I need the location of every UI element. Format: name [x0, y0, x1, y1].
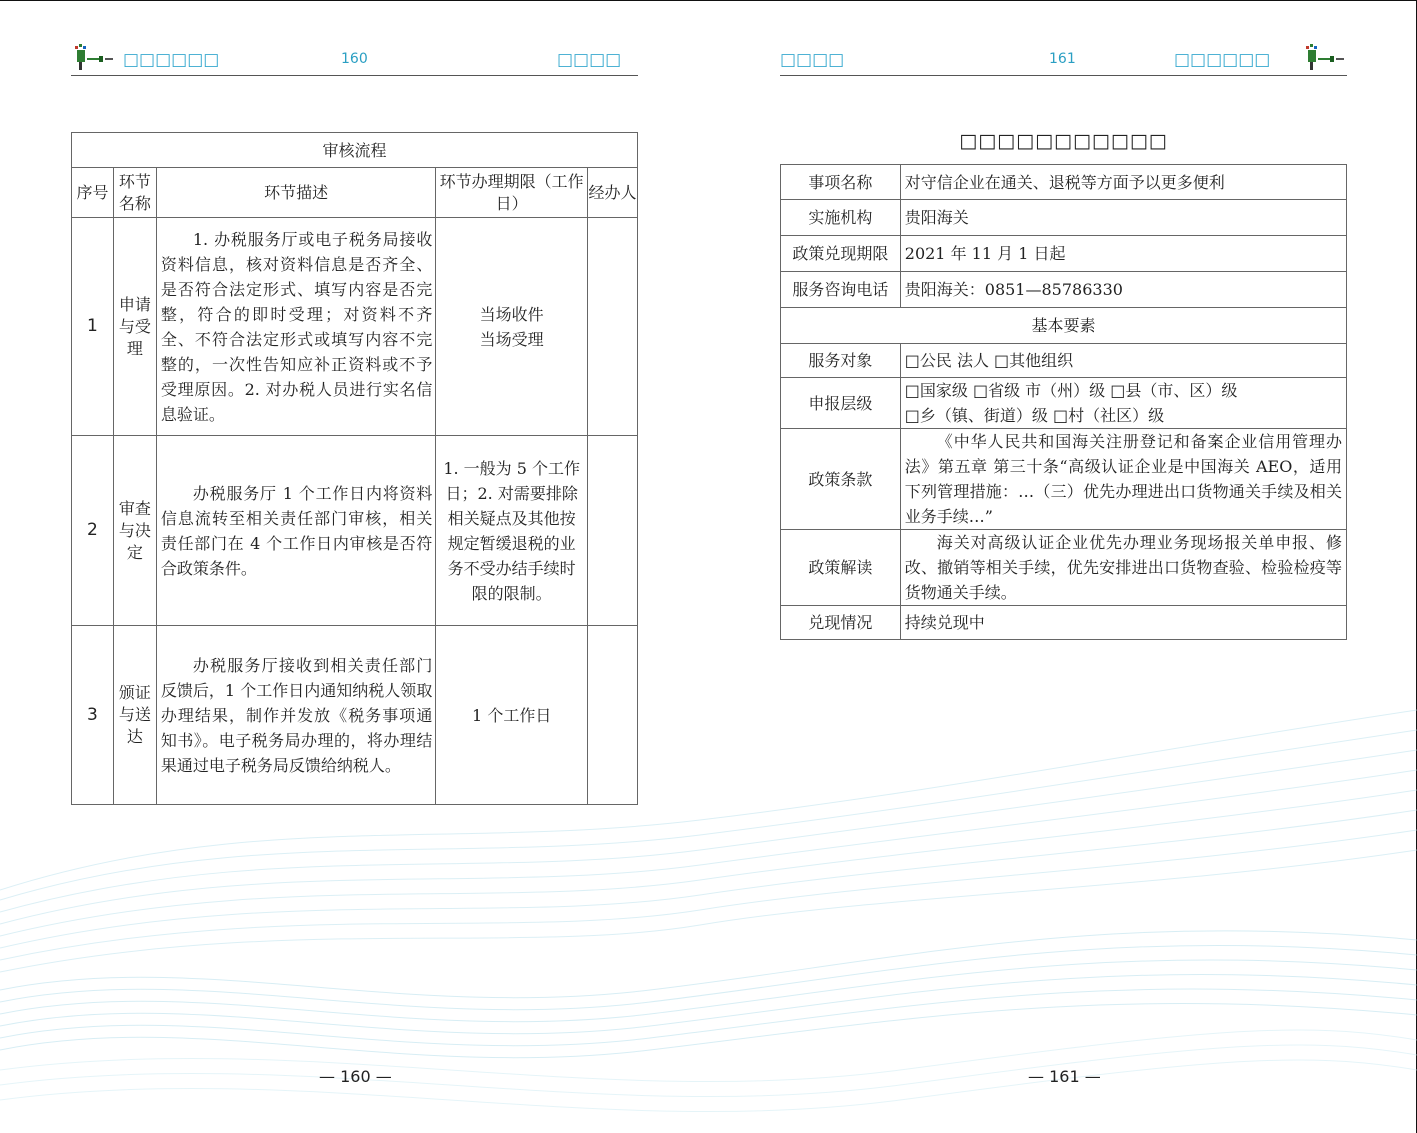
- table-row: [781, 344, 1347, 378]
- logo-icon: [1302, 42, 1348, 72]
- row-label: 政策解读: [781, 530, 901, 606]
- left-page-footer: — 160 —: [319, 1067, 392, 1086]
- row-description: 1. 办税服务厅或电子税务局接收资料信息，核对资料信息是否齐全、是否符合法定形式、填写内容是否完整，符合的即时受理；对资料不齐全、不符合法定形式或填写内容不完整的，一次性告知应补正资料或不予受理原因。2. 对办税人员进行实名信息验证。: [156, 218, 435, 436]
- review-process-table: [71, 132, 638, 805]
- table-row: [781, 378, 1347, 429]
- row-description: 办税服务厅 1 个工作日内将资料信息流转至相关责任部门审核，相关责任部门在 4 个工作日内审核是否符合政策条件。: [156, 436, 435, 626]
- row-label: 事项名称: [781, 165, 901, 200]
- section-heading: 基本要素: [781, 308, 1347, 344]
- table-row: [781, 200, 1347, 236]
- right-header-title: □□□□□□: [1174, 50, 1271, 70]
- level-line: □乡（镇、街道）级 □村（社区）级: [904, 406, 1165, 425]
- table-row: [781, 606, 1347, 640]
- row-description: 办税服务厅接收到相关责任部门反馈后，1 个工作日内通知纳税人领取办理结果，制作并发放《税务事项通知书》。电子税务局办理的，将办理结果通过电子税务局反馈给纳税人。: [156, 626, 435, 805]
- row-stage: 审查与决定: [113, 436, 156, 626]
- table-row: [72, 626, 638, 805]
- page-border-top: [0, 0, 1417, 1]
- row-value: □公民 法人 □其他组织: [900, 344, 1346, 378]
- row-number: 1: [72, 218, 114, 436]
- row-label: 实施机构: [781, 200, 901, 236]
- row-stage: 申请与受理: [113, 218, 156, 436]
- table-row: [72, 436, 638, 626]
- row-value: [900, 378, 1346, 429]
- logo-icon: [71, 42, 117, 72]
- column-header: 序号: [72, 168, 114, 218]
- row-value: 贵阳海关：0851—85786330: [900, 272, 1346, 308]
- row-handler: [588, 626, 638, 805]
- table-row: [72, 218, 638, 436]
- level-line: □国家级 □省级 市（州）级 □县（市、区）级: [904, 381, 1238, 400]
- left-header-page-number: 160: [341, 51, 368, 67]
- policy-table: [780, 164, 1347, 640]
- table-row: [781, 429, 1347, 530]
- row-handler: [588, 436, 638, 626]
- column-header: 环节办理期限（工作日）: [436, 168, 588, 218]
- right-header-section: □□□□: [780, 50, 845, 70]
- row-handler: [588, 218, 638, 436]
- row-limit: 当场收件 当场受理: [436, 218, 588, 436]
- left-header-title: □□□□□□: [123, 50, 220, 70]
- row-value: 对守信企业在通关、退税等方面予以更多便利: [900, 165, 1346, 200]
- row-value: 2021 年 11 月 1 日起: [900, 236, 1346, 272]
- row-value: 贵阳海关: [900, 200, 1346, 236]
- table-row: [781, 272, 1347, 308]
- row-label: 申报层级: [781, 378, 901, 429]
- row-number: 3: [72, 626, 114, 805]
- row-label: 政策条款: [781, 429, 901, 530]
- row-label: 兑现情况: [781, 606, 901, 640]
- left-header-section: □□□□: [557, 50, 622, 70]
- row-value: 海关对高级认证企业优先办理业务现场报关单申报、修改、撤销等相关手续，优先安排进出口货物查验、检验检疫等货物通关手续。: [900, 530, 1346, 606]
- right-header-page-number: 161: [1049, 51, 1076, 67]
- header-rule: [71, 75, 638, 76]
- row-label: 政策兑现期限: [781, 236, 901, 272]
- row-value: 持续兑现中: [900, 606, 1346, 640]
- table-row: [781, 236, 1347, 272]
- column-header: 环节描述: [156, 168, 435, 218]
- column-header: 经办人: [588, 168, 638, 218]
- row-number: 2: [72, 436, 114, 626]
- header-rule: [780, 75, 1347, 76]
- right-page-header: [780, 40, 1347, 76]
- row-value: 《中华人民共和国海关注册登记和备案企业信用管理办法》第五章 第三十条“高级认证企业是中国海关 AEO，适用下列管理措施：…（三）优先办理进出口货物通关手续及相关业务手续…”: [900, 429, 1346, 530]
- row-limit: 1. 一般为 5 个工作日；2. 对需要排除相关疑点及其他按规定暂缓退税的业务不受办结手续时限的限制。: [436, 436, 588, 626]
- row-stage: 颁证与送达: [113, 626, 156, 805]
- table-row: [781, 165, 1347, 200]
- row-label: 服务咨询电话: [781, 272, 901, 308]
- right-page-footer: — 161 —: [1028, 1067, 1101, 1086]
- policy-table-title: □□□□□□□□□□□: [959, 130, 1168, 152]
- row-limit: 1 个工作日: [436, 626, 588, 805]
- table-caption: 审核流程: [72, 133, 638, 168]
- row-label: 服务对象: [781, 344, 901, 378]
- column-header: 环节名称: [113, 168, 156, 218]
- table-row: [781, 530, 1347, 606]
- table-row: [781, 308, 1347, 344]
- left-page-header: [71, 40, 638, 76]
